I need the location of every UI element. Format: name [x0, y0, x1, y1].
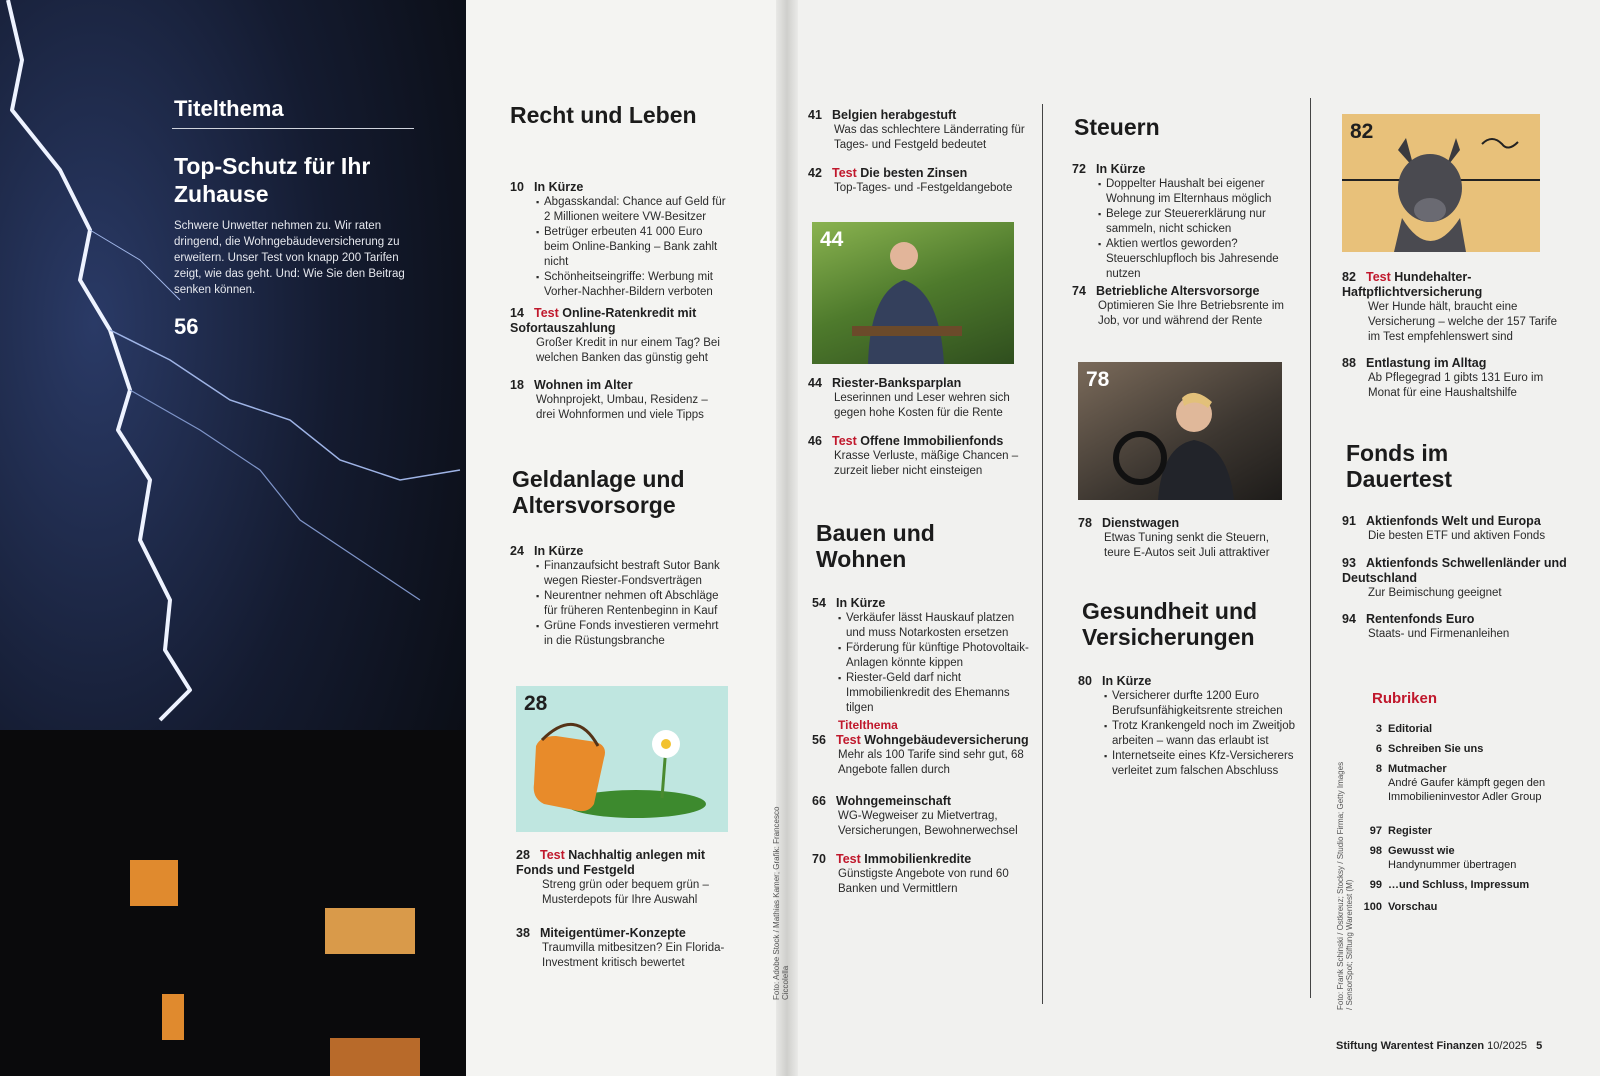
list-item: ▪ Betrüger erbeuten 41 000 Euro beim Online-Banking – Bank zahlt nicht — [536, 225, 730, 270]
list-item: ▪ Finanzaufsicht bestraft Sutor Bank wegen Riester-Fondsverträgen — [536, 559, 730, 589]
toc-entry-18[interactable]: 18 Wohnen im Alter Wohnprojekt, Umbau, Residenz – drei Wohnformen und viele Tipps — [510, 378, 708, 421]
photo-78[interactable]: 78 — [1078, 362, 1282, 500]
toc-entry-94[interactable]: 94 Rentenfonds Euro Staats- und Firmenanleihen — [1342, 612, 1510, 640]
rubrik-6[interactable]: 6 Schreiben Sie uns — [1375, 743, 1484, 755]
list-item: ▪ Neurentner nehmen oft Abschläge für früheren Rentenbeginn in Kauf — [536, 589, 730, 619]
list-item: ▪ Internetseite eines Kfz-Versicherers verleitet zum falschen Abschluss — [1104, 749, 1308, 779]
column-divider — [1042, 104, 1043, 1004]
rubrik-3[interactable]: 3 Editorial — [1375, 723, 1433, 735]
footer-magazine: Finanzen — [1436, 1040, 1485, 1052]
toc-entry-54[interactable]: 54 In Kürze ▪ Verkäufer lässt Hauskauf platzen und muss Notarkosten ersetzen ▪ Förderung für künftige Photovoltaik-Anlagen könnte kippen ▪ Riester-Geld darf nicht Immobilienkredit des Ehemanns tilgen — [812, 596, 1032, 716]
list-item: ▪ Riester-Geld darf nicht Immobilienkredit des Ehemanns tilgen — [838, 671, 1032, 716]
bucket-flower-icon — [516, 686, 728, 832]
toc-entry-82[interactable]: 82 Test Hundehalter-Haftpflichtversicherung Wer Hunde hält, braucht eine Versicherung – welche der 157 Tarife im Test empfehlenswert sind — [1342, 270, 1558, 343]
left-page — [466, 0, 786, 1076]
toc-entry-80[interactable]: 80 In Kürze ▪ Versicherer durfte 1200 Euro Berufsunfähigkeitsrente streichen ▪ Trotz Krankengeld noch im Zweitjob arbeiten – wann das erlaubt ist ▪ Internetseite eines Kfz-Versicherers verleitet zum falschen Abschluss — [1078, 674, 1308, 779]
section-title-fonds: Fonds im Dauertest — [1346, 440, 1453, 492]
cover-divider — [172, 128, 414, 129]
list-item: ▪ Doppelter Haushalt bei eigener Wohnung im Elternhaus möglich — [1098, 177, 1292, 207]
toc-entry-42[interactable]: 42 Test Die besten Zinsen Top-Tages- und -Festgeldangebote — [808, 166, 1013, 194]
toc-entry-14[interactable]: 14 Test Online-Ratenkredit mit Sofortauszahlung Großer Kredit in nur einem Tag? Bei welchen Banken das günstig geht — [510, 306, 720, 364]
toc-entry-74[interactable]: 74 Betriebliche Altersvorsorge Optimieren Sie Ihre Betriebsrente im Job, vor und während der Rente — [1072, 284, 1284, 327]
rubrik-97[interactable]: 97 Register — [1369, 825, 1433, 837]
list-item: ▪ Belege zur Steuererklärung nur sammeln, nicht schicken — [1098, 207, 1292, 237]
photo-credit-right: Foto: Frank Schinski / Ostkreuz; Stocksy / Studio Firma; Getty Images / SensorSpot; Stiftung Warentest (M) — [1336, 761, 1354, 1010]
toc-entry-38[interactable]: 38 Miteigentümer-Konzepte Traumvilla mitbesitzen? Ein Florida-Investment kritisch bewertet — [516, 926, 725, 969]
section-title-bauen: Bauen und Wohnen — [816, 520, 935, 572]
section-title-geldanlage: Geldanlage und Altersvorsorge — [512, 466, 685, 518]
toc-entry-91[interactable]: 91 Aktienfonds Welt und Europa Die besten ETF und aktiven Fonds — [1342, 514, 1546, 542]
photo-44[interactable]: 44 — [812, 222, 1014, 364]
section-title-recht: Recht und Leben — [510, 102, 697, 128]
rubrik-99[interactable]: 99 …und Schluss, Impressum — [1369, 879, 1530, 891]
list-item: ▪ Grüne Fonds investieren vermehrt in die Rüstungsbranche — [536, 619, 730, 649]
list-item: ▪ Abgasskandal: Chance auf Geld für 2 Millionen weitere VW-Besitzer — [536, 195, 730, 225]
column-divider — [1310, 98, 1311, 998]
toc-entry-46[interactable]: 46 Test Offene Immobilienfonds Krasse Verluste, mäßige Chancen – zurzeit lieber nicht einsteigen — [808, 434, 1019, 477]
toc-entry-66[interactable]: 66 Wohngemeinschaft WG-Wegweiser zu Mietvertrag, Versicherungen, Bewohnerwechsel — [812, 794, 1018, 837]
toc-entry-56[interactable]: Titelthema 56 Test Wohngebäudeversicherung Mehr als 100 Tarife sind sehr gut, 68 Angebote fallen durch — [812, 718, 1029, 776]
toc-entry-88[interactable]: 88 Entlastung im Alltag Ab Pflegegrad 1 gibts 131 Euro im Monat für eine Haushaltshilfe — [1342, 356, 1544, 399]
toc-entry-78[interactable]: 78 Dienstwagen Etwas Tuning senkt die Steuern, teure E-Autos seit Juli attraktiver — [1078, 516, 1270, 559]
footer-brand: Stiftung Warentest — [1336, 1040, 1434, 1052]
cover-photo-panel — [0, 0, 470, 1076]
section-title-gesundheit: Gesundheit und Versicherungen — [1082, 598, 1258, 650]
illustration-28[interactable]: 28 — [516, 686, 728, 832]
toc-entry-41[interactable]: 41 Belgien herabgestuft Was das schlechtere Länderrating für Tages- und Festgeld bedeutet — [808, 108, 1025, 151]
cover-page-number: 56 — [174, 314, 199, 339]
cover-text: Schwere Unwetter nehmen zu. Wir raten dringend, die Wohngebäudeversicherung zu erweitern. Unser Test von knapp 200 Tarifen zeigt, wie das geht. Und: Wie Sie den Beitrag senken können. — [174, 220, 405, 296]
list-item: ▪ Versicherer durfte 1200 Euro Berufsunfähigkeitsrente streichen — [1104, 689, 1308, 719]
cover-title: Top-Schutz für Ihr Zuhause — [174, 153, 371, 207]
toc-entry-72[interactable]: 72 In Kürze ▪ Doppelter Haushalt bei eigener Wohnung im Elternhaus möglich ▪ Belege zur Steuererklärung nur sammeln, nicht schicken ▪ Aktien wertlos geworden? Steuerschlupfloch bis Jahresende nutzen — [1072, 162, 1292, 282]
list-item: ▪ Trotz Krankengeld noch im Zweitjob arbeiten – wann das erlaubt ist — [1104, 719, 1308, 749]
photo-credit-left: Foto: Adobe Stock / Mathias Kamer; Grafik: Francesco Ciccolella — [772, 806, 790, 1000]
page-number: 5 — [1536, 1040, 1543, 1052]
list-item: ▪ Aktien wertlos geworden? Steuerschlupfloch bis Jahresende nutzen — [1098, 237, 1292, 282]
list-item: ▪ Verkäufer lässt Hauskauf platzen und muss Notarkosten ersetzen — [838, 611, 1032, 641]
cover-kicker: Titelthema — [174, 96, 284, 121]
rubrik-8[interactable]: 8 Mutmacher André Gaufer kämpft gegen den Immobilieninvestor Adler Group — [1375, 763, 1546, 803]
page-footer — [1336, 1040, 1542, 1052]
footer-issue: 10/2025 — [1487, 1040, 1527, 1052]
rubrik-98[interactable]: 98 Gewusst wie Handynummer übertragen — [1369, 845, 1517, 871]
section-title-rubriken: Rubriken — [1372, 690, 1438, 707]
photo-82[interactable]: 82 — [1342, 114, 1540, 252]
toc-entry-24[interactable]: 24 In Kürze ▪ Finanzaufsicht bestraft Sutor Bank wegen Riester-Fondsverträgen ▪ Neurentner nehmen oft Abschläge für früheren Rentenbeginn in Kauf ▪ Grüne Fonds investieren vermehrt in die Rüstungsbranche — [510, 544, 730, 649]
house-silhouette — [0, 730, 470, 1076]
toc-entry-44[interactable]: 44 Riester-Banksparplan Leserinnen und Leser wehren sich gegen hohe Kosten für die Rente — [808, 376, 1010, 419]
list-item: ▪ Förderung für künftige Photovoltaik-Anlagen könnte kippen — [838, 641, 1032, 671]
toc-entry-93[interactable]: 93 Aktienfonds Schwellenländer und Deutschland Zur Beimischung geeignet — [1342, 556, 1567, 599]
toc-entry-70[interactable]: 70 Test Immobilienkredite Günstigste Angebote von rund 60 Banken und Vermittlern — [812, 852, 1009, 895]
section-title-steuern: Steuern — [1074, 114, 1160, 140]
list-item: ▪ Schönheitseingriffe: Werbung mit Vorher-Nachher-Bildern verboten — [536, 270, 730, 300]
rubrik-100[interactable]: 100 Vorschau — [1363, 901, 1438, 913]
toc-entry-28[interactable]: 28 Test Nachhaltig anlegen mit Fonds und Festgeld Streng grün oder bequem grün – Musterdepots für Ihre Auswahl — [516, 848, 709, 906]
toc-entry-10[interactable]: 10 In Kürze ▪ Abgasskandal: Chance auf Geld für 2 Millionen weitere VW-Besitzer ▪ Betrüger erbeuten 41 000 Euro beim Online-Banking – Bank zahlt nicht ▪ Schönheitseingriffe: Werbung mit Vorher-Nachher-Bildern verboten — [510, 180, 730, 300]
